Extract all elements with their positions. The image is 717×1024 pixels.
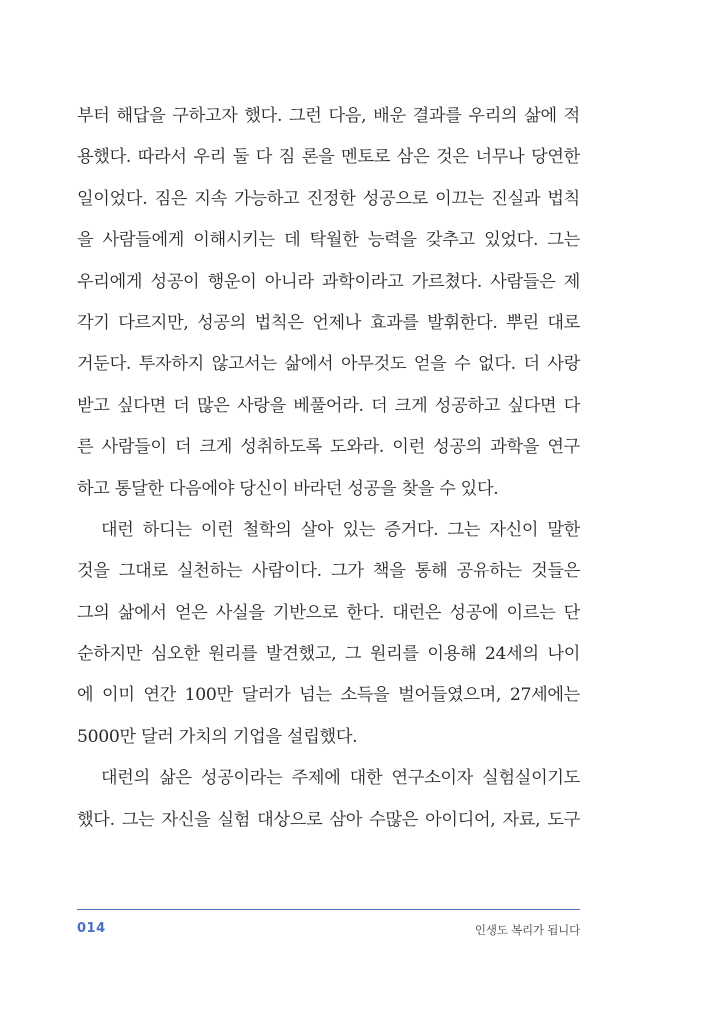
text-line: 받고 싶다면 더 많은 사랑을 베풀어라. 더 크게 성공하고 싶다면 다 xyxy=(77,395,580,416)
text-line: 거둔다. 투자하지 않고서는 삶에서 아무것도 얻을 수 없다. 더 사랑 xyxy=(77,354,580,375)
text-line: 각기 다르지만, 성공의 법칙은 언제나 효과를 발휘한다. 뿌린 대로 xyxy=(77,312,580,333)
text-line: 순하지만 심오한 원리를 발견했고, 그 원리를 이용해 24세의 나이 xyxy=(77,644,580,665)
text-line: 그의 삶에서 얻은 사실을 기반으로 한다. 대런은 성공에 이르는 단 xyxy=(77,602,580,623)
text-line: 용했다. 따라서 우리 둘 다 짐 론을 멘토로 삼은 것은 너무나 당연한 xyxy=(77,147,580,168)
footer-divider xyxy=(77,909,580,910)
page-number: 014 xyxy=(77,921,106,936)
text-line: 하고 통달한 다음에야 당신이 바라던 성공을 찾을 수 있다. xyxy=(77,478,499,499)
text-line: 했다. 그는 자신을 실험 대상으로 삼아 수많은 아이디어, 자료, 도구 xyxy=(77,809,580,830)
text-line-paragraph-start: 대런의 삶은 성공이라는 주제에 대한 연구소이자 실험실이기도 xyxy=(101,768,580,789)
text-line: 것을 그대로 실천하는 사람이다. 그가 책을 통해 공유하는 것들은 xyxy=(77,561,580,582)
running-title: 인생도 복리가 됩니다 xyxy=(474,923,580,937)
text-line-paragraph-start: 대런 하디는 이런 철학의 살아 있는 증거다. 그는 자신이 말한 xyxy=(101,519,580,540)
text-line: 부터 해답을 구하고자 했다. 그런 다음, 배운 결과를 우리의 삶에 적 xyxy=(77,106,580,126)
text-line: 5000만 달러 가치의 기업을 설립했다. xyxy=(77,726,358,747)
text-line: 일이었다. 짐은 지속 가능하고 진정한 성공으로 이끄는 진실과 법칙 xyxy=(77,188,580,209)
text-line: 른 사람들이 더 크게 성취하도록 도와라. 이런 성공의 과학을 연구 xyxy=(77,437,580,458)
body-text xyxy=(77,96,580,841)
text-line: 을 사람들에게 이해시키는 데 탁월한 능력을 갖추고 있었다. 그는 xyxy=(77,230,580,251)
text-line: 우리에게 성공이 행운이 아니라 과학이라고 가르쳤다. 사람들은 제 xyxy=(77,271,580,292)
text-line: 에 이미 연간 100만 달러가 넘는 소득을 벌어들였으며, 27세에는 xyxy=(77,685,580,706)
